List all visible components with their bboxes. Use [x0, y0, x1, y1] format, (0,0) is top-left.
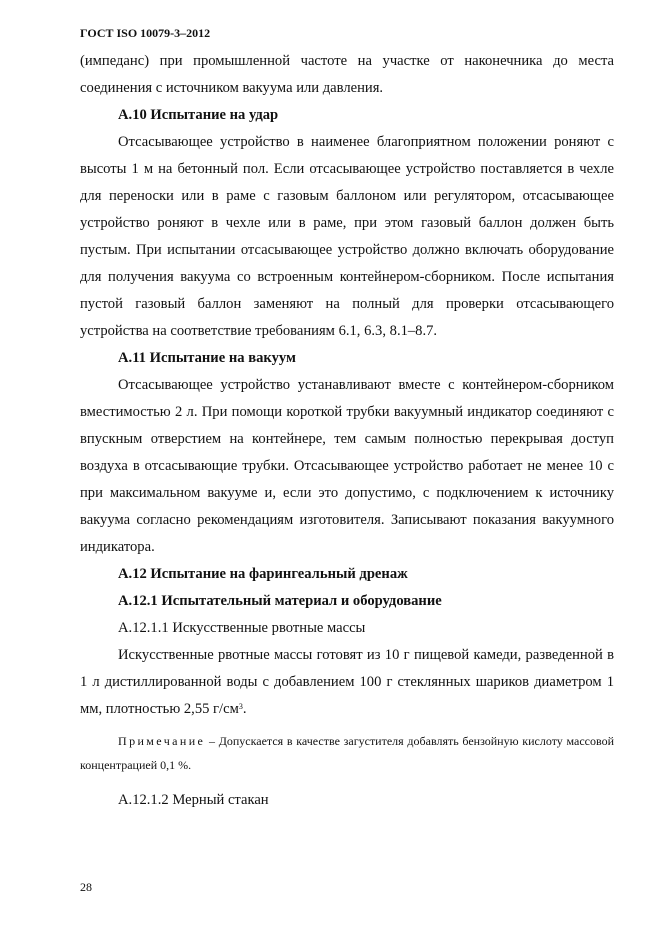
section-a1212-heading: А.12.1.2 Мерный стакан [118, 792, 269, 808]
note-text: – Допускается в качестве загустителя добавлять бензойную кислоту массовой концентрацией 0,1 %. [80, 734, 614, 772]
section-a11-heading: А.11 Испытание на вакуум [118, 350, 296, 366]
note-label: Примечание [118, 734, 206, 748]
section-a1211-heading: А.12.1.1 Искусственные рвотные массы [118, 620, 366, 636]
page-number: 28 [80, 880, 92, 894]
section-a11-paragraph: Отсасывающее устройство устанавливают вместе с контейнером-сборником вместимостью 2 л. При помощи короткой трубки вакуумный индикатор соединяют с впускным отверстием на контейнере, тем самым полностью перекрывая доступ воздуха в отсасывающие трубки. Отсасывающее устройство работает не менее 10 с при максимальном вакууме и, если это допустимо, с подключением к источнику вакуума согласно рекомендациям изготовителя. Записывают показания вакуумного индикатора. [80, 377, 614, 555]
intro-line-1: (импеданс) при промышленной частоте на участке от наконечника до места [80, 53, 614, 69]
section-a10-paragraph: Отсасывающее устройство в наименее благоприятном положении роняют с высоты 1 м на бетонный пол. Если отсасывающее устройство поставляется в чехле для переноски или в раме с газовым баллоном или регулятором, отсасывающее устройство роняют в чехле или в раме, при этом газовый баллон должен быть пустым. При испытании отсасывающее устройство должно включать оборудование для получения вакуума со встроенным контейнером-сборником. После испытания пустой газовый баллон заменяют на полный для проверки отсасывающего устройства на соответствие требованиям 6.1, 6.3, 8.1–8.7. [80, 134, 614, 339]
document-body [80, 48, 614, 814]
section-a10-heading: А.10 Испытание на удар [118, 107, 279, 123]
cubic-superscript: 3 [238, 702, 243, 711]
a1211-end: . [242, 701, 247, 717]
section-a1211-paragraph [80, 642, 614, 723]
intro-line-2: соединения с источником вакуума или давления. [80, 80, 384, 96]
document-header: ГОСТ ISO 10079-3–2012 [80, 26, 211, 40]
note-paragraph [80, 729, 614, 777]
a1211-text: Искусственные рвотные массы готовят из 10 г пищевой камеди, разведенной в 1 л дистиллированной воды с добавлением 100 г стеклянных шариков диаметром 1 мм, плотностью 2,55 г/см [80, 647, 614, 717]
section-a12-heading: А.12 Испытание на фарингеальный дренаж [118, 566, 408, 582]
section-a121-heading: А.12.1 Испытательный материал и оборудование [118, 593, 442, 609]
